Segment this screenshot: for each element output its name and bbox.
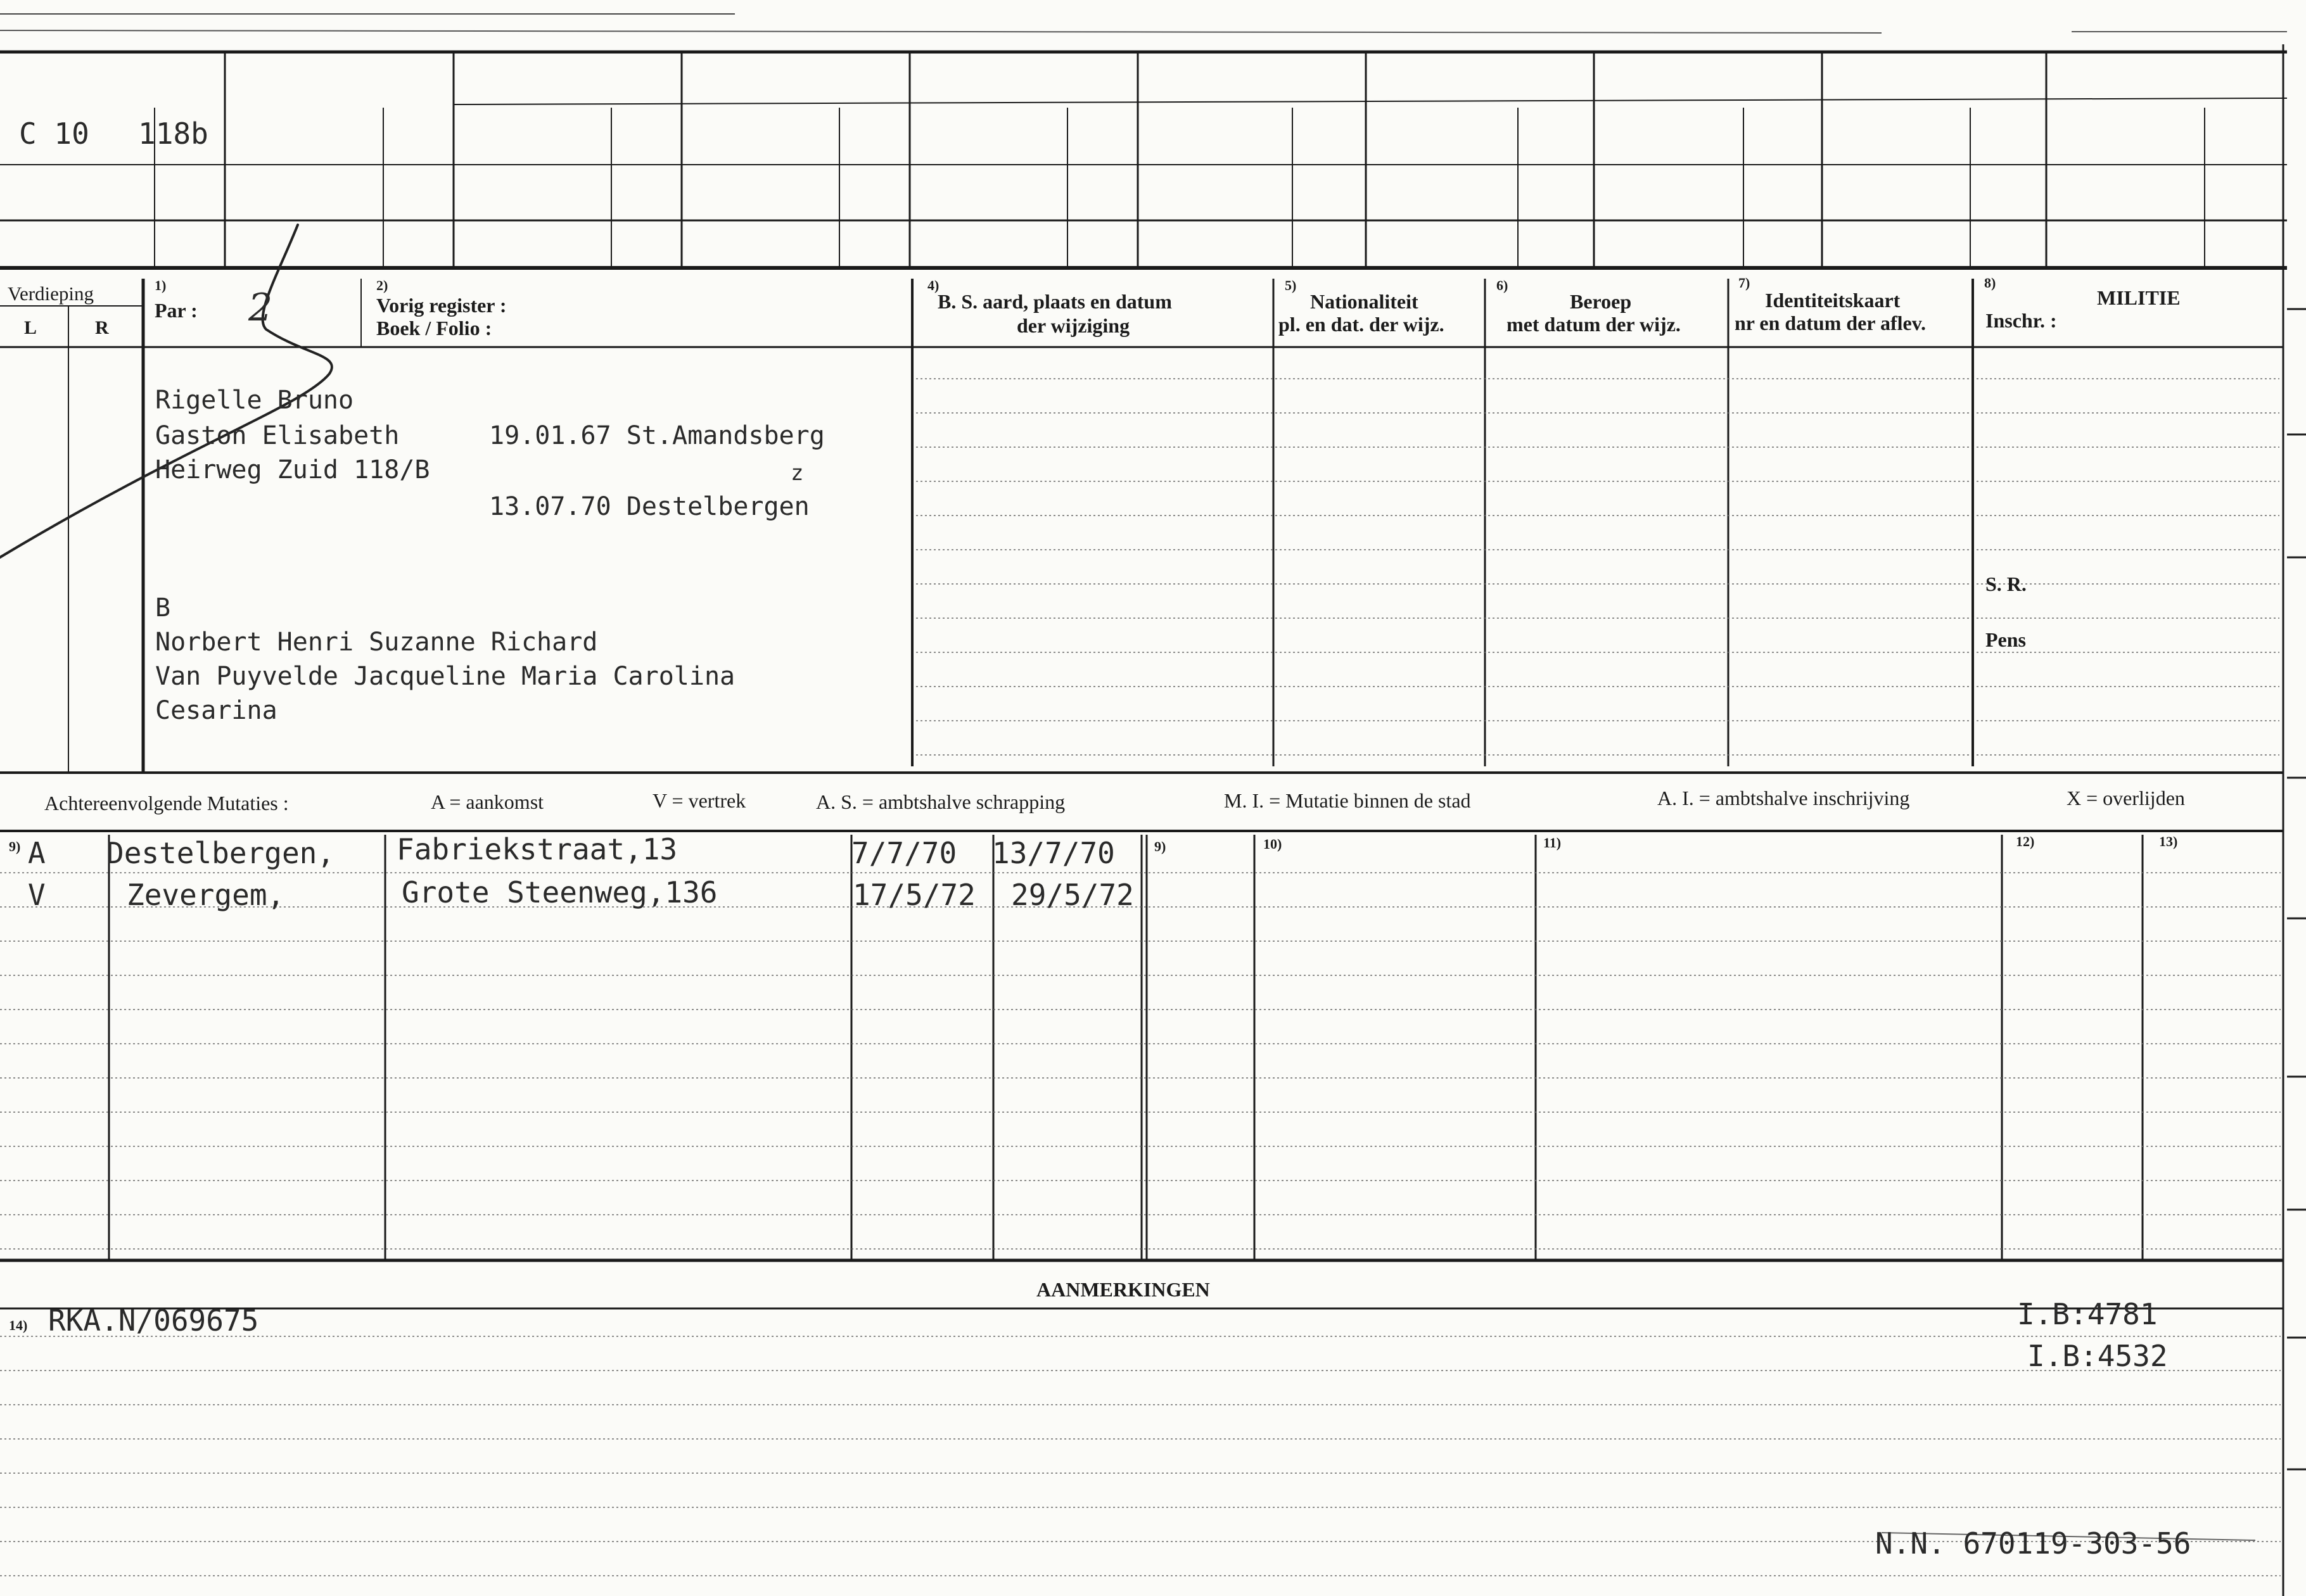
ref-grid-line — [454, 98, 2287, 104]
mutation-col12-number: 12) — [2016, 833, 2035, 849]
mutation-row-1-street: Fabriekstraat,13 — [397, 832, 678, 866]
person-line-5: Norbert Henri Suzanne Richard — [155, 628, 598, 657]
h6-line1: Beroep — [1570, 290, 1632, 313]
h6-line2: met datum der wijz. — [1507, 313, 1681, 336]
person-line-2-name: Gaston Elisabeth — [155, 421, 400, 450]
person-line-7: Cesarina — [155, 696, 277, 725]
legend-ai: A. I. = ambtshalve inschrijving — [1657, 787, 1910, 809]
mutation-row-1-date2: 13/7/70 — [992, 836, 1115, 870]
aanmerkingen-ib-2: I.B:4532 — [2027, 1339, 2168, 1373]
person-line-4-date: 13.07.70 Destelbergen — [489, 492, 810, 521]
aanmerkingen-number: 14) — [9, 1317, 28, 1333]
h4-number: 4) — [927, 277, 940, 293]
verdieping-label: Verdieping — [8, 282, 94, 305]
mutation-row-2-date1: 17/5/72 — [853, 878, 976, 912]
h7-line1: Identiteitskaart — [1765, 289, 1901, 312]
national-number: N.N. 670119-303-56 — [1875, 1526, 2191, 1561]
h2-vorig-register: Vorig register : — [376, 294, 507, 317]
legend-a: A = aankomst — [431, 790, 544, 813]
legend-mi: M. I. = Mutatie binnen de stad — [1224, 789, 1471, 812]
h8-militie: MILITIE — [2097, 286, 2181, 309]
mutation-row-1-place: Destelbergen, — [106, 836, 335, 870]
h7-number: 7) — [1738, 275, 1750, 291]
h5-line2: pl. en dat. der wijz. — [1278, 313, 1444, 336]
h1-par-label: Par : — [155, 299, 198, 322]
militie-pens: Pens — [1985, 628, 2026, 651]
person-line-2-date: 19.01.67 St.Amandsberg — [489, 421, 825, 450]
ref-code: C 10 — [19, 117, 89, 151]
h5-line1: Nationaliteit — [1310, 290, 1418, 313]
legend-x: X = overlijden — [2067, 787, 2185, 809]
h6-number: 6) — [1496, 277, 1508, 293]
legend-as: A. S. = ambtshalve schrapping — [816, 790, 1066, 813]
mutation-col11-number: 11) — [1543, 835, 1562, 851]
h1-number: 1) — [155, 277, 167, 293]
mutation-row-1-date1: 7/7/70 — [851, 836, 957, 870]
mutation-row-2-type: V — [28, 878, 46, 912]
person-line-6: Van Puyvelde Jacqueline Maria Carolina — [155, 662, 736, 691]
mutation-row-1-type: A — [28, 836, 46, 870]
h8-number: 8) — [1984, 275, 1996, 291]
mutation-row-2-street: Grote Steenweg,136 — [402, 875, 718, 909]
legend-v: V = vertrek — [653, 789, 746, 812]
ref-number: 118b — [138, 117, 208, 151]
mutation-col10-number: 10) — [1263, 836, 1282, 852]
mutation-col13-number: 13) — [2159, 833, 2178, 849]
legend-title: Achtereenvolgende Mutaties : — [44, 792, 289, 814]
h8-inschr: Inschr. : — [1985, 309, 2057, 332]
person-line-3-z: z — [791, 460, 804, 486]
aanmerkingen-title: AANMERKINGEN — [1036, 1278, 1210, 1301]
mutation-col9b-number: 9) — [1154, 839, 1166, 854]
aanmerkingen-rka: RKA.N/069675 — [48, 1303, 259, 1338]
h2-boek-folio: Boek / Folio : — [376, 317, 492, 339]
h5-number: 5) — [1285, 277, 1297, 293]
h4-line1: B. S. aard, plaats en datum — [938, 290, 1172, 313]
person-line-1: Rigelle Bruno — [155, 386, 354, 415]
verdieping-r: R — [95, 317, 109, 338]
mutation-row-2-date2: 29/5/72 — [1011, 878, 1134, 912]
par-handwritten-mark: 2 — [248, 286, 273, 330]
h4-line2: der wijziging — [1017, 314, 1130, 337]
h7-line2: nr en datum der aflev. — [1735, 312, 1926, 334]
mutation-col9-number: 9) — [9, 839, 21, 854]
militie-sr: S. R. — [1985, 573, 2027, 595]
aanmerkingen-ib-1: I.B:4781 — [2017, 1297, 2158, 1331]
verdieping-l: L — [24, 317, 37, 338]
h2-number: 2) — [376, 277, 388, 293]
person-b-label: B — [155, 593, 171, 623]
mutation-row-2-place: Zevergem, — [127, 878, 285, 912]
person-line-3: Heirweg Zuid 118/B — [155, 455, 430, 484]
top-edge-line-2 — [0, 30, 1882, 33]
